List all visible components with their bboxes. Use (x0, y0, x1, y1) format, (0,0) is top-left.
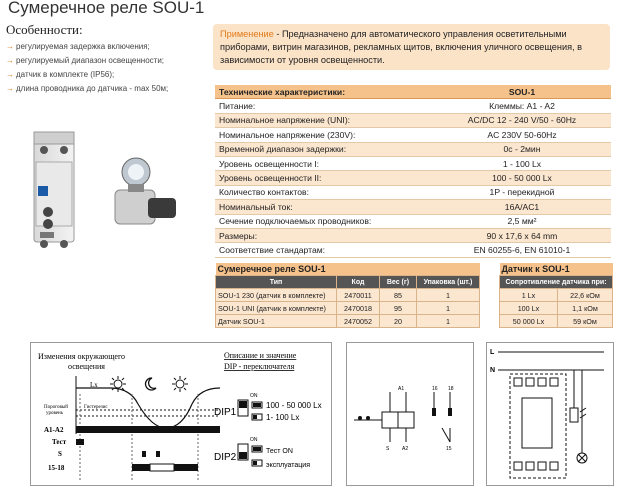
dip-title-1: Описание и значение (224, 351, 297, 360)
spec-value: Клеммы: A1 - A2 (433, 99, 611, 113)
spec-name: Количество контактов: (215, 185, 433, 199)
threshold-label-1: Пороговый (44, 405, 68, 410)
relay-col-pack: Упаковка (шт.) (417, 276, 480, 289)
spec-row (215, 200, 611, 214)
dip2-label: DIP2 (214, 452, 237, 463)
terminal-a1: A1 (398, 386, 405, 392)
sun-icon (172, 376, 188, 392)
relay-cell: 20 (380, 315, 417, 328)
sensor-cell: 50 000 Lx (500, 315, 558, 328)
spec-name: Номинальное напряжение (UNI): (215, 113, 433, 127)
spec-value: 100 - 50 000 Lx (433, 171, 611, 185)
sensor-cell: 100 Lx (500, 302, 558, 315)
row-a1a2: A1-A2 (44, 426, 64, 434)
spec-value: 1P - перекидной (433, 185, 611, 199)
relay-cell: Датчик SOU-1 (216, 315, 337, 328)
page-title: Сумеречное реле SOU-1 (8, 0, 205, 17)
relay-table (215, 263, 480, 328)
relay-cell: 95 (380, 302, 417, 315)
relay-col-code: Код (337, 276, 380, 289)
relay-cell: 2470052 (337, 315, 380, 328)
relay-cell: 2470018 (337, 302, 380, 315)
terminal-s: S (386, 446, 390, 452)
wiring-diagram (346, 342, 472, 484)
spec-name: Размеры: (215, 228, 433, 242)
sensor-table-header (500, 276, 613, 289)
features-list (6, 40, 168, 96)
spec-row (215, 214, 611, 228)
moon-icon (146, 378, 156, 390)
line-label-n: N (490, 367, 496, 374)
spec-name: Соответствие стандартам: (215, 243, 433, 257)
relay-cell: 1 (417, 315, 480, 328)
dip2-on: ON (250, 437, 258, 443)
spec-value: EN 60255-6, EN 61010-1 (433, 243, 611, 257)
spec-value: 16A/AC1 (433, 200, 611, 214)
specs-header-name: Технические характеристики: (215, 85, 433, 99)
spec-row (215, 243, 611, 257)
spec-value: AC/DC 12 - 240 V/50 - 60Hz (433, 113, 611, 127)
relay-cell: 1 (417, 302, 480, 315)
relay-cell: 2470011 (337, 289, 380, 302)
sensor-col-resistance: Сопротивление датчика при: (500, 276, 613, 289)
spec-row (215, 113, 611, 127)
application-text: - Предназначено для автоматического управления осветительными приборами, витрин магазинов, рекламных щитов, включения уличного освещения, в зависимости от уровня освещенности. (220, 29, 583, 65)
spec-name: Сечение подключаемых проводников: (215, 214, 433, 228)
relay-row (216, 315, 480, 328)
specs-header-value: SOU-1 (433, 85, 611, 99)
terminal-a2: A2 (402, 446, 409, 452)
spec-name: Временной диапазон задержки: (215, 142, 433, 156)
arrow-icon: → (6, 56, 14, 65)
dip2-opt2: эксплуатация (266, 462, 310, 469)
dip-description (200, 342, 328, 484)
arrow-icon: → (6, 84, 14, 93)
sensor-row (500, 289, 613, 302)
spec-value: 1 - 100 Lx (433, 156, 611, 170)
arrow-icon: → (6, 42, 14, 51)
spec-name: Питание: (215, 99, 433, 113)
dip-title-2: DIP - переключателя (224, 362, 295, 371)
spec-value: 0с - 2мин (433, 142, 611, 156)
spec-value: 90 x 17,6 x 64 mm (433, 228, 611, 242)
relay-table-caption: Сумеречное реле SOU-1 (216, 263, 480, 276)
application-box (213, 24, 610, 70)
relay-cell: 1 (417, 289, 480, 302)
sensor-cell: 1,1 кОм (557, 302, 612, 315)
relay-cell: 85 (380, 289, 417, 302)
relay-cell: SOU-1 230 (датчик в комплекте) (216, 289, 337, 302)
specs-header-row (215, 85, 611, 99)
terminal-16: 16 (432, 386, 438, 392)
relay-table-header (216, 276, 480, 289)
feature-item: → регулируемый диапазон освещенности; (6, 56, 165, 65)
spec-name: Номинальный ток: (215, 200, 433, 214)
spec-row (215, 185, 611, 199)
feature-item: → датчик в комплекте (IP56); (6, 70, 115, 79)
threshold-label-2: уровень (46, 411, 64, 416)
spec-row (215, 99, 611, 113)
spec-name: Номинальное напряжение (230V): (215, 128, 433, 142)
sensor-row (500, 315, 613, 328)
specs-table (215, 85, 611, 258)
terminal-15: 15 (446, 446, 452, 452)
line-label-l: L (490, 349, 495, 356)
spec-row (215, 171, 611, 185)
spec-row (215, 156, 611, 170)
spec-row (215, 142, 611, 156)
spec-name: Уровень освещенности I: (215, 156, 433, 170)
spec-row (215, 228, 611, 242)
feature-item: → длина проводника до датчика - max 50м; (6, 84, 169, 93)
feature-item: → регулируемая задержка включения; (6, 42, 150, 51)
dip1-opt2: 1- 100 Lx (266, 413, 300, 422)
product-image (20, 120, 200, 250)
sensor-table-caption: Датчик к SOU-1 (500, 263, 613, 276)
terminal-18: 18 (448, 386, 454, 392)
spec-value: AC 230V 50-60Hz (433, 128, 611, 142)
dip1-label: DIP1 (214, 407, 237, 418)
timing-title-2: освещения (68, 362, 105, 371)
sensor-cell: 59 кОм (557, 315, 612, 328)
hysteresis-label: Гистерезис (84, 405, 108, 410)
relay-row (216, 289, 480, 302)
sun-icon (110, 376, 126, 392)
dip1-opt1: 100 - 50 000 Lx (266, 401, 322, 410)
dip1-on: ON (250, 393, 258, 399)
spec-row (215, 128, 611, 142)
arrow-icon: → (6, 70, 14, 79)
sensor-cell: 1 Lx (500, 289, 558, 302)
timing-title-1: Изменения окружающего (38, 352, 126, 361)
lx-label: Lx (90, 381, 98, 389)
relay-col-weight: Вес (г) (380, 276, 417, 289)
row-15-18: 15-18 (48, 464, 65, 472)
dip2-opt1: Тест ON (266, 448, 293, 455)
sensor-cell: 22,6 кОм (557, 289, 612, 302)
spec-name: Уровень освещенности II: (215, 171, 433, 185)
sensor-table (499, 263, 613, 328)
features-title: Особенности: (6, 22, 83, 37)
circuit-diagram (486, 342, 612, 484)
sensor-row (500, 302, 613, 315)
row-test: Тест (52, 438, 67, 446)
spec-value: 2,5 мм² (433, 214, 611, 228)
application-label: Применение (220, 29, 274, 39)
relay-row (216, 302, 480, 315)
relay-cell: SOU-1 UNI (датчик в комплекте) (216, 302, 337, 315)
row-s: S (58, 450, 62, 458)
relay-col-type: Тип (216, 276, 337, 289)
